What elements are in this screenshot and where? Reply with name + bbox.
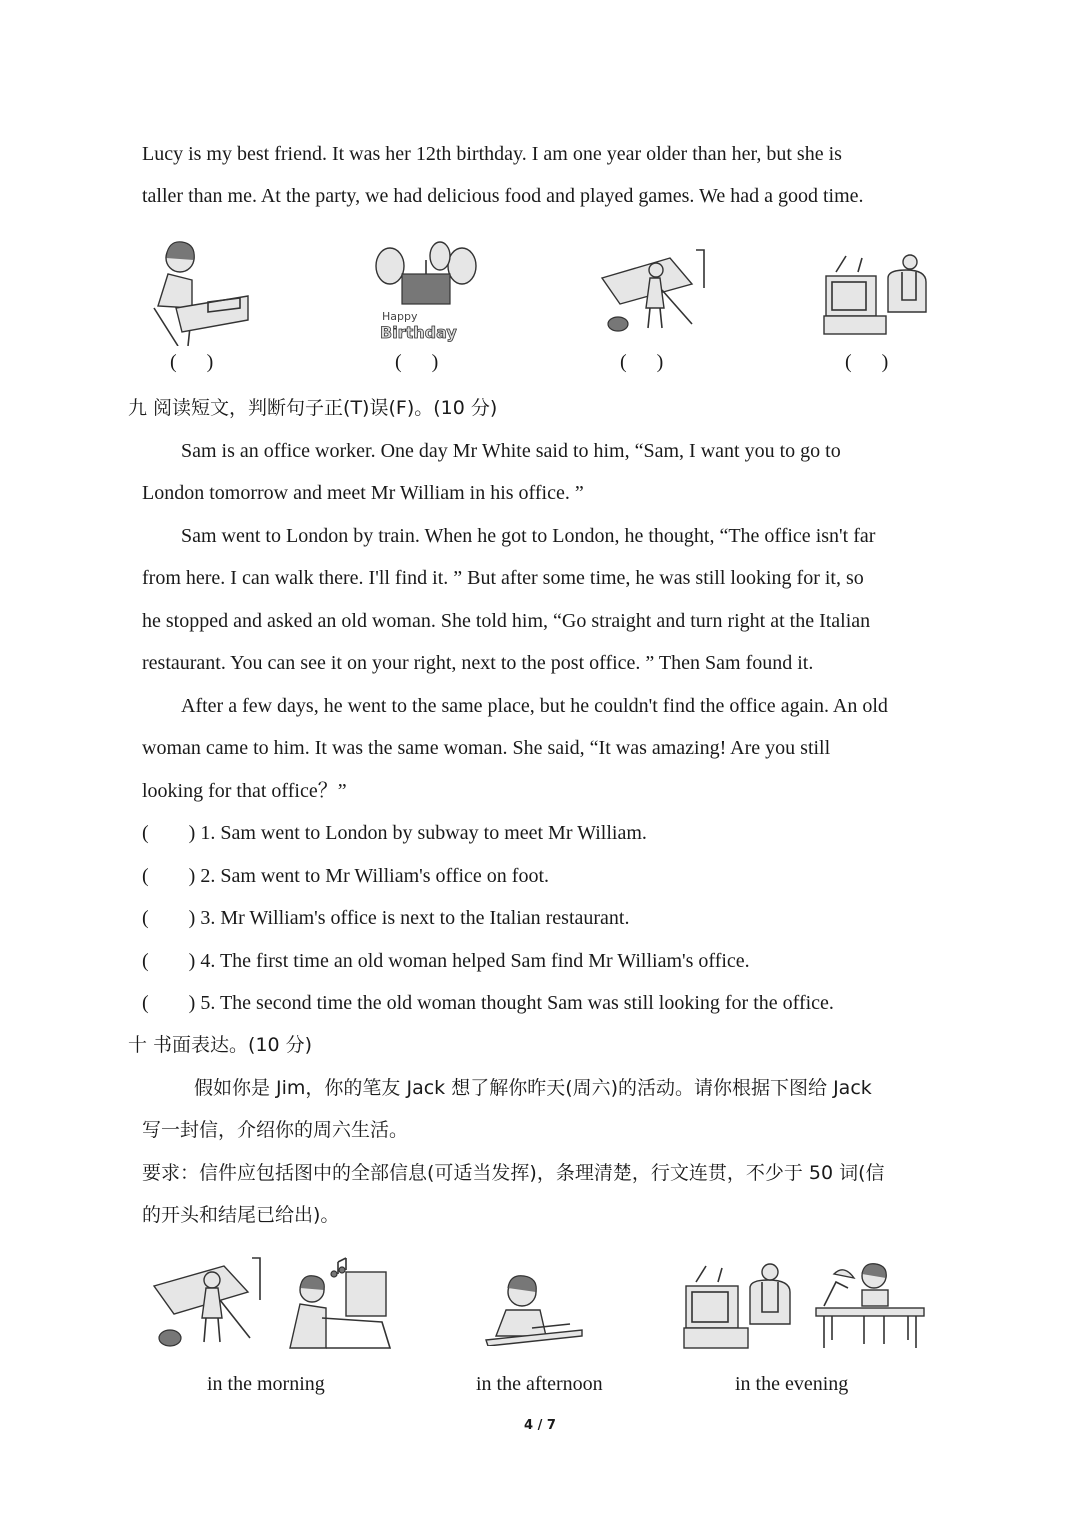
boy-vacuuming-icon xyxy=(152,1256,264,1352)
boy-reading-lamp-icon xyxy=(814,1260,926,1350)
passage-line-2: taller than me. At the party, we had delicious food and played games. We had a good time. xyxy=(142,185,864,207)
section-10-heading: 十 书面表达。(10 分) xyxy=(128,1034,313,1056)
reading-line: Sam went to London by train. When he got to London, he thought, “The office isn't far xyxy=(181,525,876,547)
reading-line: woman came to him. It was the same woman. She said, “It was amazing! Are you still xyxy=(142,737,831,759)
boy-writing-icon xyxy=(482,1262,586,1346)
caption-evening: in the evening xyxy=(735,1373,849,1395)
page-number: 4 / 7 xyxy=(524,1418,556,1433)
question-2[interactable]: ( ) 2. Sam went to Mr William's office on foot. xyxy=(142,865,550,887)
birthday-label: Birthday xyxy=(380,323,457,342)
question-1[interactable]: ( ) 1. Sam went to London by subway to meet Mr William. xyxy=(142,822,647,844)
girl-writing-icon xyxy=(148,236,252,346)
writing-requirement-line: 的开头和结尾已给出)。 xyxy=(142,1204,340,1226)
girl-vacuuming-icon xyxy=(600,248,710,336)
girl-watching-tv-icon xyxy=(822,252,932,336)
reading-line: London tomorrow and meet Mr William in his office. ” xyxy=(142,482,584,504)
section-9-heading: 九 阅读短文，判断句子正(T)误(F)。(10 分) xyxy=(128,397,498,419)
boy-watching-tv-icon xyxy=(682,1260,794,1350)
writing-prompt-line: 假如你是 Jim，你的笔友 Jack 想了解你昨天(周六)的活动。请你根据下图给 Jack xyxy=(194,1077,872,1099)
answer-paren-1[interactable]: ( ) xyxy=(170,351,214,373)
answer-paren-3[interactable]: ( ) xyxy=(620,351,664,373)
caption-afternoon: in the afternoon xyxy=(476,1373,603,1395)
answer-paren-2[interactable]: ( ) xyxy=(395,351,439,373)
passage-line-1: Lucy is my best friend. It was her 12th birthday. I am one year older than her, but she is xyxy=(142,143,842,165)
reading-line: from here. I can walk there. I'll find it. ” But after some time, he was still looking for it, so xyxy=(142,567,864,589)
happy-label: Happy xyxy=(382,310,418,323)
writing-prompt-line: 写一封信，介绍你的周六生活。 xyxy=(142,1119,409,1141)
boy-computer-music-icon xyxy=(282,1256,394,1352)
reading-line: looking for that office？” xyxy=(142,780,347,802)
question-3[interactable]: ( ) 3. Mr William's office is next to the Italian restaurant. xyxy=(142,907,630,929)
reading-line: After a few days, he went to the same place, but he couldn't find the office again. An old xyxy=(181,695,888,717)
caption-morning: in the morning xyxy=(207,1373,325,1395)
question-5[interactable]: ( ) 5. The second time the old woman thought Sam was still looking for the office. xyxy=(142,992,834,1014)
writing-requirement-line: 要求：信件应包括图中的全部信息(可适当发挥)，条理清楚，行文连贯，不少于 50 词(信 xyxy=(142,1162,885,1184)
reading-line: Sam is an office worker. One day Mr White said to him, “Sam, I want you to go to xyxy=(181,440,841,462)
question-4[interactable]: ( ) 4. The first time an old woman helped Sam find Mr William's office. xyxy=(142,950,750,972)
answer-paren-4[interactable]: ( ) xyxy=(845,351,889,373)
reading-line: restaurant. You can see it on your right, next to the post office. ” Then Sam found it. xyxy=(142,652,814,674)
birthday-cake-icon xyxy=(372,240,480,342)
reading-line: he stopped and asked an old woman. She told him, “Go straight and turn right at the Italian xyxy=(142,610,871,632)
